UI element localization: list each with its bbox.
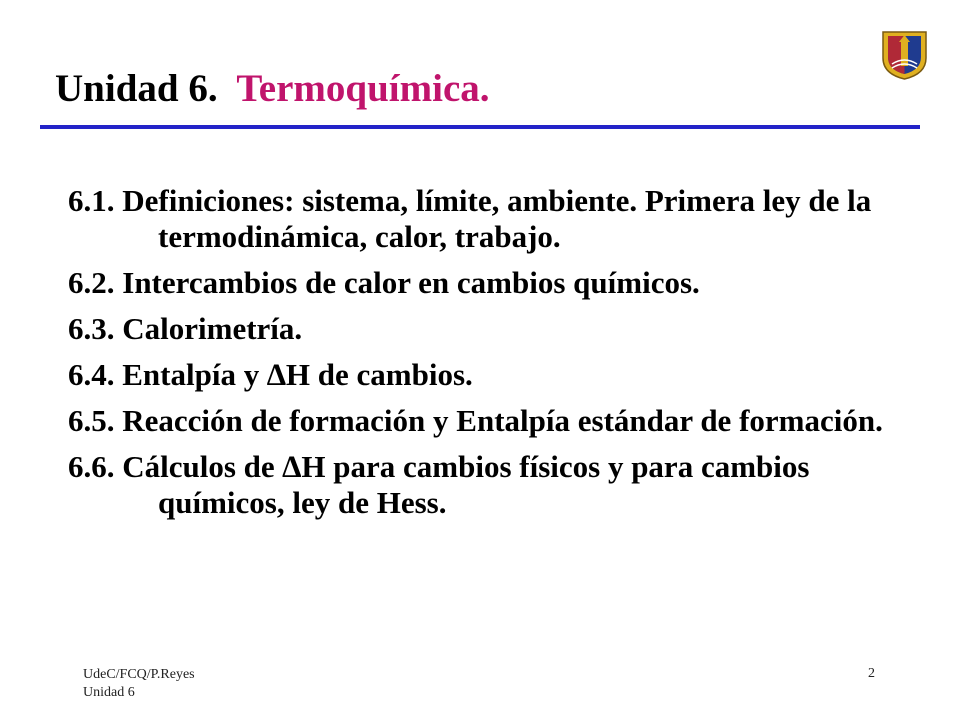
list-item: 6.1. Definiciones: sistema, límite, ambiente. Primera ley de la termodinámica, calor, trabajo. [68, 183, 872, 254]
university-crest-icon [877, 26, 932, 81]
list-item: 6.3. Calorimetría. [68, 311, 303, 346]
list-item: 6.6. Cálculos de ∆H para cambios físicos y para cambios químicos, ley de Hess. [68, 449, 810, 520]
footer-line-1: UdeC/FCQ/P.Reyes [83, 667, 195, 682]
title-topic: Termoquímica. [236, 67, 490, 110]
topics-list [68, 183, 918, 531]
list-item: 6.4. Entalpía y ∆H de cambios. [68, 357, 473, 392]
title-divider [40, 125, 920, 129]
footer-credit [83, 666, 195, 702]
page-number: 2 [868, 666, 875, 681]
footer-line-2: Unidad 6 [83, 685, 135, 700]
slide-title [55, 66, 490, 113]
list-item: 6.5. Reacción de formación y Entalpía estándar de formación. [68, 403, 883, 438]
title-prefix: Unidad 6. [55, 67, 218, 110]
list-item: 6.2. Intercambios de calor en cambios químicos. [68, 265, 700, 300]
